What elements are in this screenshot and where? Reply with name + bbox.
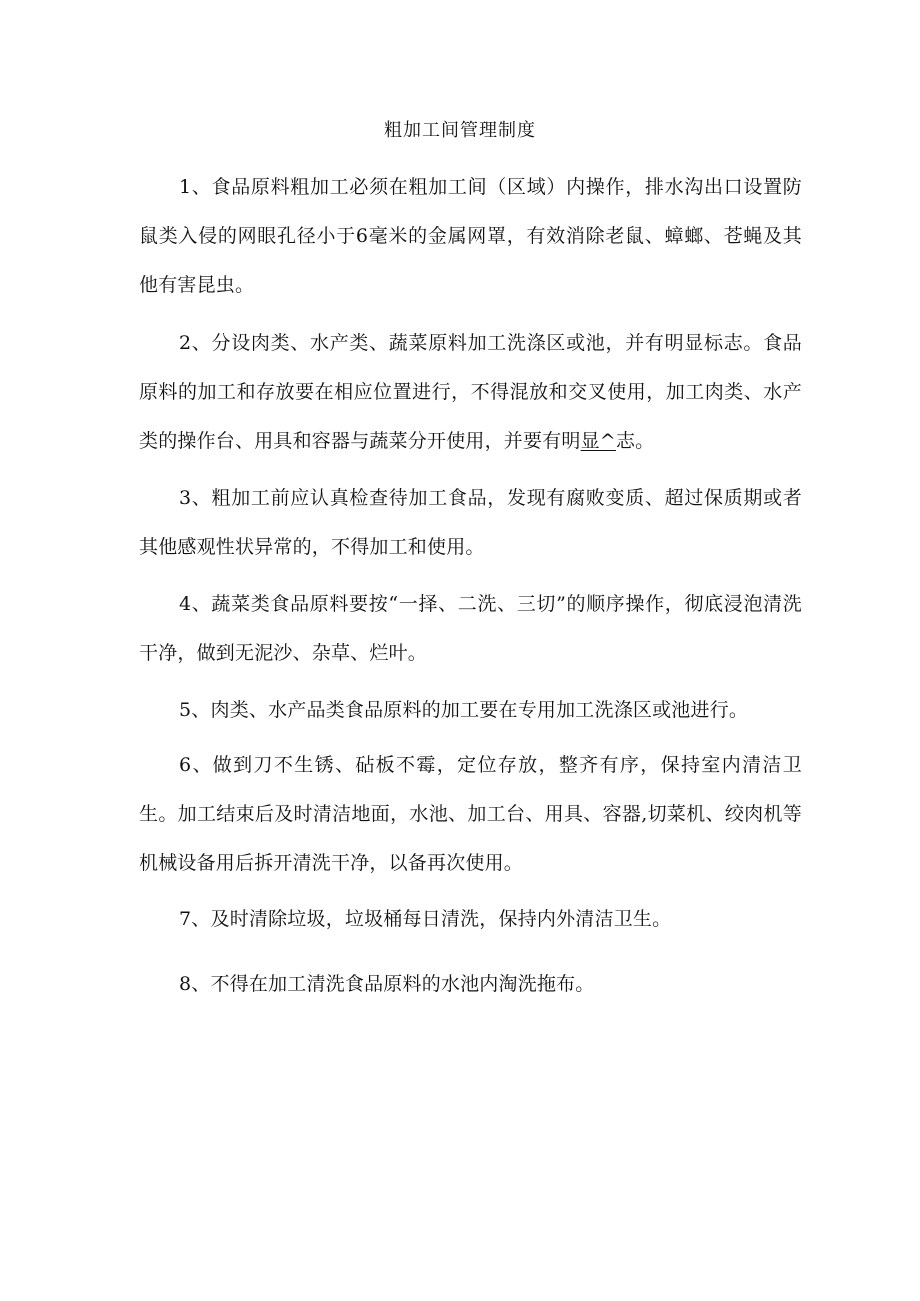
paragraph-2 bbox=[139, 319, 802, 466]
paragraph-3: 3、粗加工前应认真检查待加工食品，发现有腐败变质、超过保质期或者其他感观性状异常的，不得加工和使用。 bbox=[139, 487, 802, 558]
document-title: 粗加工间管理制度 bbox=[384, 120, 536, 141]
paragraph-2-tail: 志。 bbox=[615, 430, 655, 452]
paragraph-5: 5、肉类、水产品类食品原料的加工要在专用加工洗涤区或池进行。 bbox=[179, 699, 749, 721]
paragraph-1: 1、食品原料粗加工必须在粗加工间（区域）内操作，排水沟出口设置防鼠类入侵的网眼孔径小于6毫米的金属网罩，有效消除老鼠、蟑螂、苍蝇及其他有害昆虫。 bbox=[139, 176, 802, 296]
paragraph-8: 8、不得在加工清洗食品原料的水池内淘洗拖布。 bbox=[179, 973, 595, 995]
paragraph-2-underlined-text: 显^ bbox=[580, 430, 616, 452]
paragraph-2-text: 2、分设肉类、水产类、蔬菜原料加工洗涤区或池，并有明显标志。食品原料的加工和存放要在相应位置进行，不得混放和交叉使用，加工肉类、水产类的操作台、用具和容器与蔬菜分开使用，并要有明 bbox=[139, 332, 802, 452]
paragraph-7: 7、及时清除垃圾，垃圾桶每日清洗，保持内外清洁卫生。 bbox=[179, 908, 672, 930]
paragraph-4: 4、蔬菜类食品原料要按“一择、二洗、三切”的顺序操作，彻底浸泡清洗干净，做到无泥沙、杂草、烂叶。 bbox=[139, 593, 802, 664]
paragraph-6: 6、做到刀不生锈、砧板不霉，定位存放，整齐有序，保持室内清洁卫生。加工结束后及时清洁地面，水池、加工台、用具、容器,切菜机、绞肉机等机械设备用后拆开清洗干净，以备再次使用。 bbox=[139, 754, 802, 874]
